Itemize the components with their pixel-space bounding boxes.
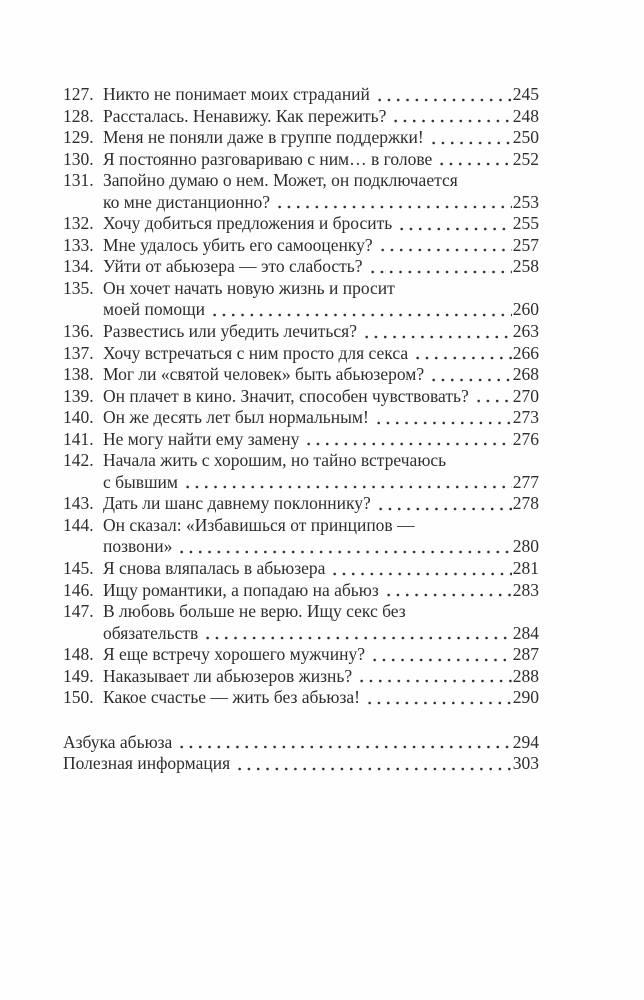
entry-title: Развестись или убедить лечиться? <box>103 321 357 342</box>
entry-page-number: 284 <box>512 622 539 643</box>
entry-body <box>103 493 539 515</box>
entry-page-number: 258 <box>512 256 539 277</box>
entry-body <box>103 450 539 493</box>
toc-entry <box>63 106 539 128</box>
dot-leader <box>234 763 512 775</box>
entry-line <box>103 213 539 235</box>
toc-entry <box>63 170 539 213</box>
section-title: Азбука абьюза <box>63 731 173 752</box>
entry-line <box>103 644 539 666</box>
dot-leader <box>428 137 512 149</box>
entry-page-number: 248 <box>512 105 539 126</box>
toc-entry <box>63 321 539 343</box>
entry-line <box>103 170 539 192</box>
entry-number: 144. <box>63 514 94 535</box>
entry-number: 127. <box>63 84 94 104</box>
entry-line <box>103 407 539 429</box>
entry-number: 132. <box>63 213 94 234</box>
entry-title: Никто не понимает моих страданий <box>103 84 370 104</box>
entry-line <box>103 192 539 214</box>
entry-page-number: 288 <box>512 665 539 686</box>
entry-line <box>103 256 539 278</box>
entry-line <box>103 450 539 472</box>
entry-line <box>103 623 539 645</box>
entry-page-number: 283 <box>512 579 539 600</box>
entry-number: 138. <box>63 364 94 385</box>
entry-number: 145. <box>63 558 94 579</box>
entry-page-number: 250 <box>512 127 539 148</box>
entry-number: 148. <box>63 644 94 665</box>
dot-leader <box>303 438 511 450</box>
entry-number: 143. <box>63 493 94 514</box>
entry-title: Какое счастье — жить без абьюза! <box>103 687 360 708</box>
dot-leader <box>176 741 511 753</box>
toc-entry <box>63 515 539 558</box>
entry-title: Запойно думаю о нем. Может, он подключается <box>103 170 458 191</box>
dot-leader <box>356 675 512 687</box>
toc-entry <box>63 601 539 644</box>
dot-leader <box>369 654 512 666</box>
toc-entry <box>63 278 539 321</box>
entry-body <box>103 278 539 321</box>
dot-leader <box>364 697 512 709</box>
entry-page-number: 281 <box>512 558 539 579</box>
entry-body <box>103 170 539 213</box>
entry-body <box>103 106 539 128</box>
toc-entry <box>63 256 539 278</box>
dot-leader <box>209 309 512 321</box>
entry-body <box>103 213 539 235</box>
dot-leader <box>202 632 511 644</box>
entry-body <box>103 127 539 149</box>
toc-entry <box>63 407 539 429</box>
dot-leader <box>436 158 511 170</box>
toc-entry <box>63 666 539 688</box>
entry-body <box>103 84 539 106</box>
entry-body <box>103 407 539 429</box>
entry-number: 141. <box>63 428 94 449</box>
entry-page-number: 260 <box>512 299 539 320</box>
dot-leader <box>473 395 512 407</box>
entry-line <box>103 687 539 709</box>
entry-title: Меня не поняли даже в группе поддержки! <box>103 127 424 148</box>
section-title: Полезная информация <box>63 753 231 774</box>
entry-page-number: 252 <box>512 148 539 169</box>
entry-page-number: 253 <box>512 191 539 212</box>
entry-title: Не могу найти ему замену <box>103 428 300 449</box>
entry-body <box>103 235 539 257</box>
dot-leader <box>367 266 512 278</box>
dot-leader <box>274 201 512 213</box>
entry-number: 133. <box>63 234 94 255</box>
entry-page-number: 270 <box>512 385 539 406</box>
entry-body <box>103 558 539 580</box>
entry-line <box>103 558 539 580</box>
entry-line <box>103 386 539 408</box>
toc-entry <box>63 386 539 408</box>
entry-line <box>103 299 539 321</box>
toc-entry <box>63 687 539 709</box>
entry-body <box>103 580 539 602</box>
toc-entry <box>63 213 539 235</box>
dot-leader <box>390 115 511 127</box>
dot-leader <box>412 352 512 364</box>
entry-title: Наказывает ли абьюзеров жизнь? <box>103 665 353 686</box>
entry-body <box>103 256 539 278</box>
entry-title: моей помощи <box>103 299 205 320</box>
entry-body <box>103 687 539 709</box>
entry-title: Я еще встречу хорошего мужчину? <box>103 644 365 665</box>
entry-page-number: 257 <box>512 234 539 255</box>
toc-entry <box>63 580 539 602</box>
entry-body <box>103 343 539 365</box>
toc-entry <box>63 127 539 149</box>
entry-page-number: 277 <box>512 471 539 492</box>
entry-line <box>103 278 539 300</box>
entry-title: Хочу встречаться с ним просто для секса <box>103 342 409 363</box>
dot-leader <box>374 94 512 106</box>
entry-page-number: 276 <box>512 428 539 449</box>
toc-entry <box>63 450 539 493</box>
entry-page-number: 278 <box>512 493 539 514</box>
entry-title: Хочу добиться предложения и бросить <box>103 213 393 234</box>
toc-section-entry <box>63 753 539 775</box>
entry-page-number: 266 <box>512 342 539 363</box>
entry-number: 147. <box>63 601 94 622</box>
entry-number: 128. <box>63 105 94 126</box>
entry-number: 146. <box>63 579 94 600</box>
toc-entry-list <box>63 84 539 709</box>
entry-title: Он же десять лет был нормальным! <box>103 407 369 428</box>
entry-title: Начала жить с хорошим, но тайно встречаюсь <box>103 450 447 471</box>
toc-entry <box>63 235 539 257</box>
dot-leader <box>373 417 512 429</box>
toc-entry <box>63 343 539 365</box>
entry-line <box>103 472 539 494</box>
entry-title: Он сказал: «Избавишься от принципов — <box>103 514 415 535</box>
dot-leader <box>396 223 512 235</box>
toc-entry <box>63 493 539 515</box>
entry-number: 140. <box>63 407 94 428</box>
dot-leader <box>377 244 512 256</box>
entry-title: В любовь больше не верю. Ищу секс без <box>103 601 406 622</box>
entry-number: 136. <box>63 321 94 342</box>
dot-leader <box>375 503 512 515</box>
entry-line <box>103 601 539 623</box>
entry-line <box>103 580 539 602</box>
entry-page-number: 273 <box>512 407 539 428</box>
entry-title: Рассталась. Ненавижу. Как пережить? <box>103 105 387 126</box>
entry-body <box>103 429 539 451</box>
entry-line <box>103 321 539 343</box>
dot-leader <box>182 481 512 493</box>
entry-line <box>103 493 539 515</box>
dot-leader <box>383 589 512 601</box>
entry-line <box>103 666 539 688</box>
entry-body <box>103 601 539 644</box>
entry-page-number: 263 <box>512 321 539 342</box>
entry-page-number: 287 <box>512 644 539 665</box>
entry-number: 134. <box>63 256 94 277</box>
entry-page-number: 268 <box>512 364 539 385</box>
dot-leader <box>428 374 512 386</box>
entry-line <box>103 536 539 558</box>
entry-title: обязательств <box>103 622 199 643</box>
entry-body <box>103 644 539 666</box>
toc-entry <box>63 558 539 580</box>
entry-body <box>103 666 539 688</box>
entry-number: 129. <box>63 127 94 148</box>
entry-number: 130. <box>63 148 94 169</box>
toc-entry <box>63 84 539 106</box>
entry-body <box>103 364 539 386</box>
entry-number: 149. <box>63 665 94 686</box>
table-of-contents <box>63 84 539 775</box>
entry-line <box>103 84 539 106</box>
entry-number: 131. <box>63 170 94 191</box>
entry-number: 142. <box>63 450 94 471</box>
entry-line <box>103 515 539 537</box>
toc-entry <box>63 644 539 666</box>
entry-line <box>103 149 539 171</box>
entry-line <box>103 235 539 257</box>
entry-title: Он плачет в кино. Значит, способен чувствовать? <box>103 385 469 406</box>
entry-page-number: 290 <box>512 687 539 708</box>
entry-title: Я постоянно разговариваю с ним… в голове <box>103 148 433 169</box>
entry-title: Мог ли «святой человек» быть абьюзером? <box>103 364 425 385</box>
entry-line <box>103 343 539 365</box>
entry-line <box>103 364 539 386</box>
entry-title: Мне удалось убить его самооценку? <box>103 234 373 255</box>
entry-title: Он хочет начать новую жизнь и просит <box>103 277 395 298</box>
entry-body <box>103 149 539 171</box>
toc-entry <box>63 149 539 171</box>
entry-number: 135. <box>63 277 94 298</box>
toc-section-entry <box>63 732 539 754</box>
entry-number: 139. <box>63 385 94 406</box>
dot-leader <box>176 546 511 558</box>
section-page-number: 303 <box>512 753 539 774</box>
entry-page-number: 255 <box>512 213 539 234</box>
entry-line <box>103 429 539 451</box>
entry-body <box>103 321 539 343</box>
entry-title: с бывшим <box>103 471 178 492</box>
entry-number: 137. <box>63 342 94 363</box>
entry-page-number: 280 <box>512 536 539 557</box>
entry-title: Уйти от абьюзера — это слабость? <box>103 256 363 277</box>
dot-leader <box>329 568 511 580</box>
entry-title: Ищу романтики, а попадаю на абьюз <box>103 579 379 600</box>
entry-line <box>103 127 539 149</box>
entry-title: ко мне дистанционно? <box>103 191 271 212</box>
entry-title: Дать ли шанс давнему поклоннику? <box>103 493 371 514</box>
section-page-number: 294 <box>512 731 539 752</box>
entry-body <box>103 386 539 408</box>
toc-section-list <box>63 732 539 775</box>
entry-page-number: 245 <box>512 84 539 104</box>
entry-title: Я снова вляпалась в абьюзера <box>103 558 326 579</box>
toc-entry <box>63 364 539 386</box>
entry-title: позвони» <box>103 536 173 557</box>
entry-line <box>103 106 539 128</box>
entry-number: 150. <box>63 687 94 708</box>
entry-body <box>103 515 539 558</box>
toc-entry <box>63 429 539 451</box>
dot-leader <box>361 331 512 343</box>
